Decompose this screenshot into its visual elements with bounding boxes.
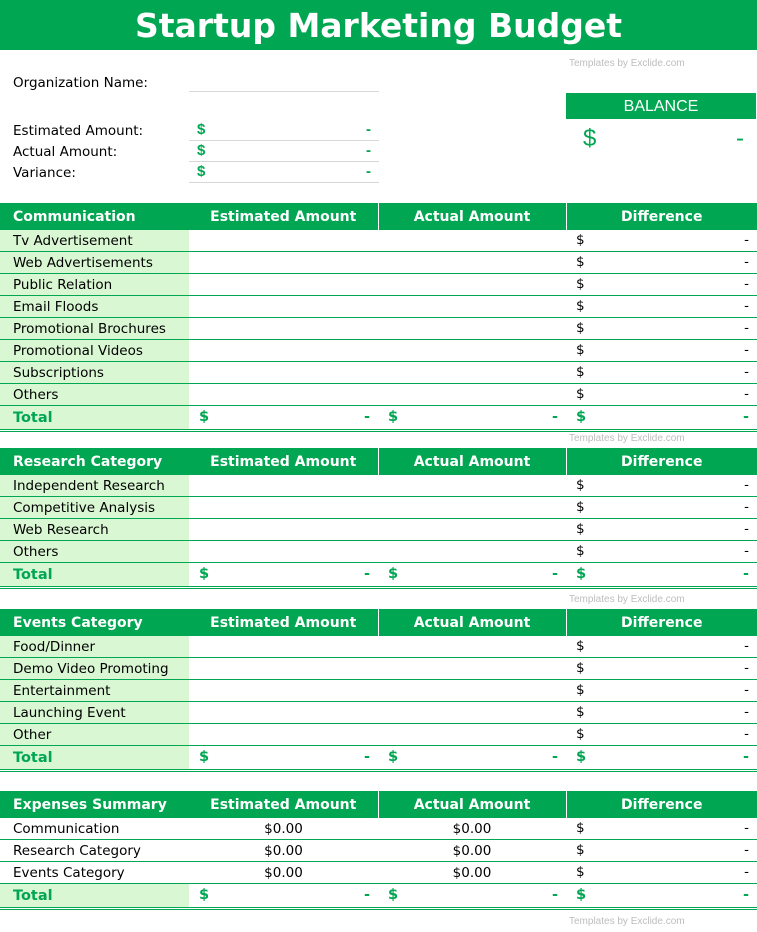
table-row (0, 296, 757, 318)
difference-currency: $ (576, 864, 585, 880)
summary-row (0, 840, 757, 862)
difference-value: - (744, 842, 749, 858)
row-label: Others (0, 541, 189, 563)
difference-currency: $ (576, 660, 585, 676)
row-label: Independent Research (0, 475, 189, 497)
actual-value[interactable]: - (366, 142, 371, 159)
difference-cell (566, 658, 757, 680)
difference-currency: $ (576, 276, 585, 292)
balance-label: BALANCE (566, 93, 756, 119)
difference-cell (566, 519, 757, 541)
estimated-amount-cell: $0.00 (189, 862, 378, 884)
estimated-amount-cell[interactable] (189, 252, 378, 274)
estimated-amount-cell[interactable] (189, 636, 378, 658)
difference-currency: $ (576, 842, 585, 858)
difference-total (566, 563, 757, 588)
communication-table (0, 203, 757, 432)
difference-total (566, 884, 757, 909)
difference-currency: $ (576, 386, 585, 402)
table-row (0, 702, 757, 724)
difference-cell (566, 252, 757, 274)
communication-header: Communication (0, 203, 189, 230)
actual-underline (189, 161, 379, 162)
estimated-amount-cell[interactable] (189, 541, 378, 563)
balance-currency: $ (583, 125, 597, 152)
difference-currency: $ (576, 477, 585, 493)
table-row (0, 384, 757, 406)
difference-total-value: - (742, 887, 749, 903)
difference-cell (566, 840, 757, 862)
difference-currency: $ (576, 320, 585, 336)
estimated-currency: $ (197, 121, 206, 138)
col-difference: Difference (566, 609, 757, 636)
summary-table (0, 791, 757, 910)
difference-currency: $ (576, 364, 585, 380)
difference-value: - (744, 232, 749, 248)
estimated-total (189, 563, 378, 588)
row-label: Web Advertisements (0, 252, 189, 274)
estimated-amount-cell: $0.00 (189, 840, 378, 862)
difference-currency: $ (576, 298, 585, 314)
estimated-total-currency: $ (199, 749, 210, 765)
col-actual: Actual Amount (378, 448, 566, 475)
table-row (0, 724, 757, 746)
total-row (0, 563, 757, 588)
estimated-amount-cell[interactable] (189, 230, 378, 252)
watermark: Templates by Exclide.com (569, 594, 685, 605)
difference-currency: $ (576, 521, 585, 537)
difference-cell (566, 296, 757, 318)
table-row (0, 541, 757, 563)
row-label: Launching Event (0, 702, 189, 724)
difference-total-value: - (742, 749, 749, 765)
research-header: Research Category (0, 448, 189, 475)
actual-amount-cell[interactable] (378, 724, 566, 746)
row-label: Tv Advertisement (0, 230, 189, 252)
estimated-amount-cell: $0.00 (189, 818, 378, 840)
actual-amount-cell: $0.00 (378, 840, 566, 862)
row-label: Entertainment (0, 680, 189, 702)
difference-currency: $ (576, 726, 585, 742)
difference-cell (566, 475, 757, 497)
org-name-label: Organization Name: (13, 75, 148, 91)
col-actual: Actual Amount (378, 791, 566, 818)
difference-total (566, 746, 757, 771)
estimated-amount-cell[interactable] (189, 274, 378, 296)
total-row (0, 884, 757, 909)
estimated-amount-cell[interactable] (189, 296, 378, 318)
watermark: Templates by Exclide.com (569, 916, 685, 927)
total-label: Total (0, 406, 189, 431)
difference-value: - (744, 638, 749, 654)
page-title: Startup Marketing Budget (0, 0, 757, 50)
difference-currency: $ (576, 543, 585, 559)
col-estimated: Estimated Amount (189, 609, 378, 636)
difference-currency: $ (576, 342, 585, 358)
difference-cell (566, 541, 757, 563)
row-label: Others (0, 384, 189, 406)
variance-currency: $ (197, 163, 206, 180)
table-row (0, 318, 757, 340)
actual-amount-cell[interactable] (378, 274, 566, 296)
actual-total-value: - (551, 409, 558, 425)
actual-amount-cell[interactable] (378, 362, 566, 384)
table-row (0, 497, 757, 519)
actual-amount-cell[interactable] (378, 296, 566, 318)
difference-value: - (744, 682, 749, 698)
actual-amount-cell[interactable] (378, 541, 566, 563)
variance-value[interactable]: - (366, 163, 371, 180)
row-label: Public Relation (0, 274, 189, 296)
difference-cell (566, 702, 757, 724)
actual-amount-cell[interactable] (378, 519, 566, 541)
table-row (0, 636, 757, 658)
difference-cell (566, 724, 757, 746)
estimated-total-currency: $ (199, 409, 210, 425)
col-estimated: Estimated Amount (189, 791, 378, 818)
estimated-total (189, 884, 378, 909)
row-label: Events Category (0, 862, 189, 884)
estimated-amount-cell[interactable] (189, 724, 378, 746)
difference-currency: $ (576, 232, 585, 248)
row-label: Web Research (0, 519, 189, 541)
difference-currency: $ (576, 820, 585, 836)
estimated-total (189, 746, 378, 771)
difference-value: - (744, 660, 749, 676)
estimated-amount-cell[interactable] (189, 362, 378, 384)
row-label: Promotional Brochures (0, 318, 189, 340)
difference-cell (566, 818, 757, 840)
row-label: Food/Dinner (0, 636, 189, 658)
col-estimated: Estimated Amount (189, 203, 378, 230)
estimated-total-value: - (363, 566, 370, 582)
estimated-amount-cell[interactable] (189, 318, 378, 340)
difference-currency: $ (576, 682, 585, 698)
difference-total-value: - (742, 566, 749, 582)
difference-total (566, 406, 757, 431)
events-header: Events Category (0, 609, 189, 636)
estimated-amount-cell[interactable] (189, 519, 378, 541)
total-row (0, 406, 757, 431)
balance-value: - (736, 125, 744, 152)
difference-currency: $ (576, 254, 585, 270)
col-estimated: Estimated Amount (189, 448, 378, 475)
difference-total-currency: $ (576, 887, 587, 903)
difference-value: - (744, 820, 749, 836)
table-row (0, 519, 757, 541)
difference-total-value: - (742, 409, 749, 425)
difference-cell (566, 384, 757, 406)
table-row (0, 230, 757, 252)
total-row (0, 746, 757, 771)
table-row (0, 252, 757, 274)
table-row (0, 362, 757, 384)
actual-total-value: - (551, 566, 558, 582)
row-label: Other (0, 724, 189, 746)
estimated-total-value: - (363, 409, 370, 425)
actual-total (378, 884, 566, 909)
row-label: Competitive Analysis (0, 497, 189, 519)
actual-amount-cell[interactable] (378, 475, 566, 497)
difference-value: - (744, 704, 749, 720)
actual-amount-cell[interactable] (378, 636, 566, 658)
col-difference: Difference (566, 448, 757, 475)
difference-cell (566, 274, 757, 296)
difference-cell (566, 362, 757, 384)
events-table (0, 609, 757, 772)
difference-cell (566, 318, 757, 340)
estimated-value[interactable]: - (366, 121, 371, 138)
estimated-amount-cell[interactable] (189, 384, 378, 406)
col-actual: Actual Amount (378, 609, 566, 636)
watermark: Templates by Exclide.com (569, 433, 685, 444)
estimated-total-currency: $ (199, 887, 210, 903)
table-row (0, 658, 757, 680)
difference-value: - (744, 521, 749, 537)
estimated-amount-cell[interactable] (189, 497, 378, 519)
table-row (0, 680, 757, 702)
difference-currency: $ (576, 499, 585, 515)
row-label: Demo Video Promoting (0, 658, 189, 680)
estimated-amount-cell[interactable] (189, 340, 378, 362)
difference-cell (566, 862, 757, 884)
actual-amount-cell: $0.00 (378, 818, 566, 840)
summary-row (0, 862, 757, 884)
difference-cell (566, 230, 757, 252)
actual-total (378, 746, 566, 771)
difference-value: - (744, 543, 749, 559)
estimated-total-value: - (363, 749, 370, 765)
estimated-amount-label: Estimated Amount: (13, 123, 144, 139)
estimated-total (189, 406, 378, 431)
actual-amount-label: Actual Amount: (13, 144, 118, 160)
difference-value: - (744, 726, 749, 742)
actual-amount-cell[interactable] (378, 680, 566, 702)
actual-amount-cell[interactable] (378, 702, 566, 724)
estimated-underline (189, 140, 379, 141)
actual-total (378, 406, 566, 431)
difference-currency: $ (576, 704, 585, 720)
estimated-amount-cell[interactable] (189, 680, 378, 702)
col-difference: Difference (566, 791, 757, 818)
actual-amount-cell[interactable] (378, 318, 566, 340)
actual-total-currency: $ (388, 409, 399, 425)
difference-total-currency: $ (576, 749, 587, 765)
difference-cell (566, 340, 757, 362)
summary-row (0, 818, 757, 840)
actual-amount-cell[interactable] (378, 252, 566, 274)
variance-label: Variance: (13, 165, 76, 181)
estimated-amount-cell[interactable] (189, 702, 378, 724)
actual-total-value: - (551, 887, 558, 903)
watermark: Templates by Exclide.com (569, 58, 685, 69)
actual-amount-cell[interactable] (378, 384, 566, 406)
difference-value: - (744, 298, 749, 314)
col-actual: Actual Amount (378, 203, 566, 230)
col-difference: Difference (566, 203, 757, 230)
actual-total-currency: $ (388, 749, 399, 765)
difference-value: - (744, 320, 749, 336)
difference-currency: $ (576, 638, 585, 654)
estimated-total-currency: $ (199, 566, 210, 582)
total-label: Total (0, 746, 189, 771)
difference-value: - (744, 342, 749, 358)
estimated-amount-cell[interactable] (189, 658, 378, 680)
actual-currency: $ (197, 142, 206, 159)
difference-value: - (744, 499, 749, 515)
actual-total-currency: $ (388, 566, 399, 582)
variance-underline (189, 182, 379, 183)
research-table (0, 448, 757, 589)
row-label: Promotional Videos (0, 340, 189, 362)
row-label: Research Category (0, 840, 189, 862)
actual-amount-cell[interactable] (378, 230, 566, 252)
table-row (0, 475, 757, 497)
row-label: Communication (0, 818, 189, 840)
actual-amount-cell[interactable] (378, 340, 566, 362)
difference-cell (566, 497, 757, 519)
difference-total-currency: $ (576, 566, 587, 582)
difference-value: - (744, 864, 749, 880)
org-name-input[interactable] (189, 91, 379, 92)
actual-amount-cell[interactable] (378, 497, 566, 519)
difference-cell (566, 680, 757, 702)
difference-value: - (744, 276, 749, 292)
difference-value: - (744, 386, 749, 402)
row-label: Subscriptions (0, 362, 189, 384)
actual-amount-cell: $0.00 (378, 862, 566, 884)
difference-cell (566, 636, 757, 658)
difference-value: - (744, 364, 749, 380)
actual-total-value: - (551, 749, 558, 765)
actual-total (378, 563, 566, 588)
row-label: Email Floods (0, 296, 189, 318)
actual-amount-cell[interactable] (378, 658, 566, 680)
table-row (0, 340, 757, 362)
total-label: Total (0, 884, 189, 909)
total-label: Total (0, 563, 189, 588)
difference-value: - (744, 477, 749, 493)
estimated-amount-cell[interactable] (189, 475, 378, 497)
actual-total-currency: $ (388, 887, 399, 903)
summary-header: Expenses Summary (0, 791, 189, 818)
difference-total-currency: $ (576, 409, 587, 425)
table-row (0, 274, 757, 296)
estimated-total-value: - (363, 887, 370, 903)
difference-value: - (744, 254, 749, 270)
